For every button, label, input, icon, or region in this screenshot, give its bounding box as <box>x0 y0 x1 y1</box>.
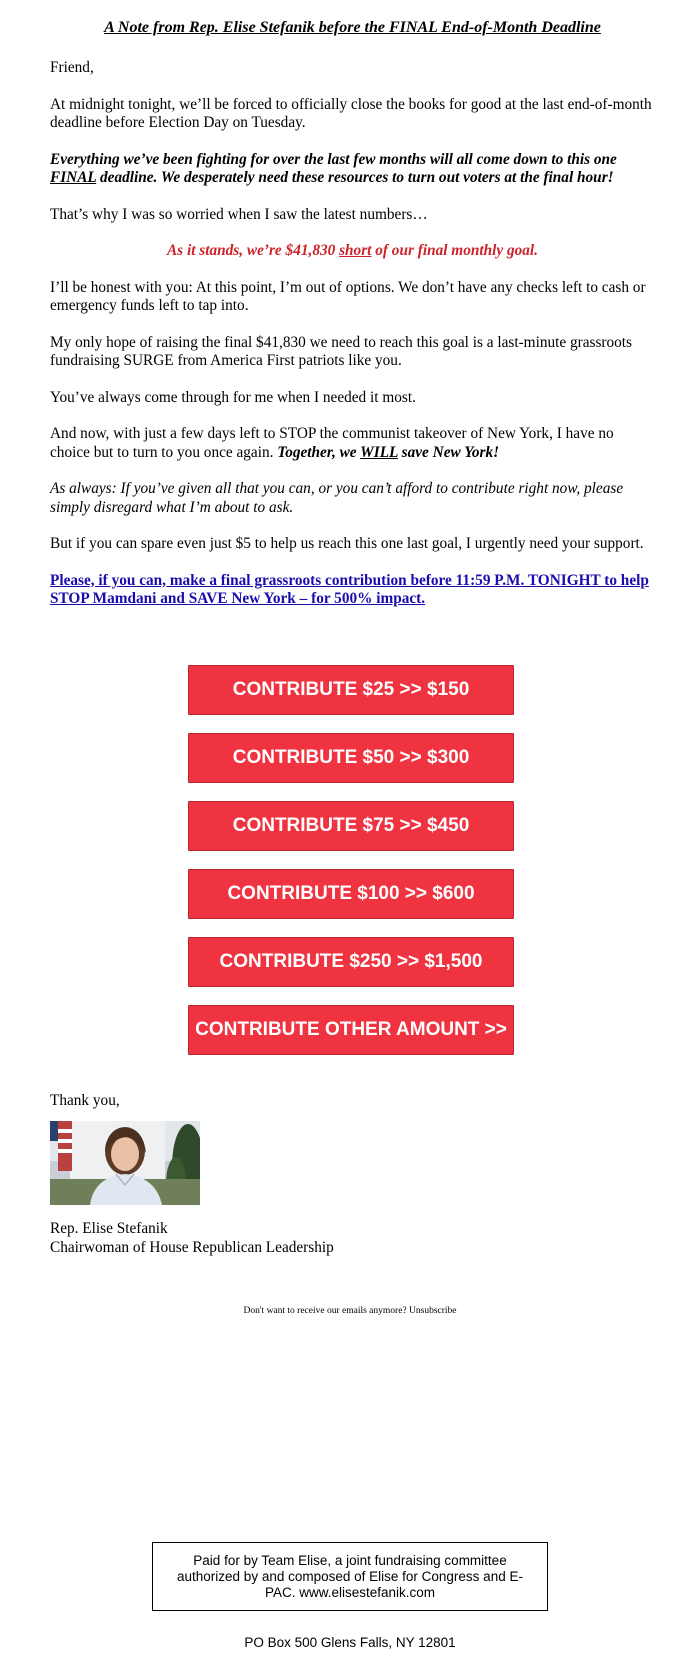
thank-you: Thank you, <box>50 1092 120 1109</box>
email-title: A Note from Rep. Elise Stefanik before the FINAL End-of-Month Deadline <box>104 19 601 36</box>
paragraph-takeover: And now, with just a few days left to STOP the communist takeover of New York, I have no choice but to turn to you once again. Together, we WILL save New York! <box>50 425 614 461</box>
unsubscribe-link[interactable]: Unsubscribe <box>409 1306 457 1316</box>
signer-name: Rep. Elise Stefanik <box>50 1220 168 1237</box>
contribute-250-button[interactable]: CONTRIBUTE $250 >> $1,500 <box>188 937 514 987</box>
email-body <box>50 0 655 627</box>
paragraph-spare: But if you can spare even just $5 to help us reach this one last goal, I urgently need your support. <box>50 535 644 552</box>
contribute-other-button[interactable]: CONTRIBUTE OTHER AMOUNT >> <box>188 1005 514 1055</box>
paragraph-hope: My only hope of raising the final $41,830 we need to reach this goal is a last-minute grassroots fundraising SURGE from America First patriots like you. <box>50 333 633 369</box>
unsubscribe-line: Don't want to receive our emails anymore? Unsubscribe <box>243 1306 457 1316</box>
paid-for-disclaimer: Paid for by Team Elise, a joint fundraising committee authorized by and composed of Elise for Congress and E-PAC. www.elisestefanik.com <box>152 1542 548 1611</box>
contribute-25-button[interactable]: CONTRIBUTE $25 >> $150 <box>188 665 514 715</box>
mailing-address: PO Box 500 Glens Falls, NY 12801 <box>244 1635 456 1650</box>
paragraph-disregard: As always: If you’ve given all that you can, or you can’t afford to contribute right now, please simply disregard what I’m about to ask. <box>50 480 624 516</box>
paragraph-worried: That’s why I was so worried when I saw the latest numbers… <box>50 205 428 223</box>
signer-role: Chairwoman of House Republican Leadership <box>50 1238 334 1256</box>
goal-alert: As it stands, we’re $41,830 short of our final monthly goal. <box>166 242 538 259</box>
greeting: Friend, <box>50 59 94 76</box>
paragraph-come-through: You’ve always come through for me when I needed it most. <box>50 388 416 406</box>
signature-block <box>50 1220 334 1257</box>
paragraph-options: I’ll be honest with you: At this point, I’m out of options. We don’t have any checks left to cash or emergency funds left to tap into. <box>50 278 646 314</box>
short-emphasis: short <box>339 242 372 259</box>
paragraph-deadline: At midnight tonight, we’ll be forced to officially close the books for good at the last end-of-month deadline before Election Day on Tuesday. <box>50 95 652 131</box>
will-emphasis: WILL <box>360 443 398 461</box>
signature-photo <box>50 1121 200 1205</box>
contribute-100-button[interactable]: CONTRIBUTE $100 >> $600 <box>188 869 514 919</box>
contribute-50-button[interactable]: CONTRIBUTE $50 >> $300 <box>188 733 514 783</box>
contribution-buttons <box>188 665 514 1073</box>
paragraph-fighting: Everything we’ve been fighting for over the last few months will all come down to this one FINAL deadline. We desperately need these resources to turn out voters at the final hour! <box>50 150 617 186</box>
contribute-75-button[interactable]: CONTRIBUTE $75 >> $450 <box>188 801 514 851</box>
contribution-link[interactable]: Please, if you can, make a final grassroots contribution before 11:59 P.M. TONIGHT to help STOP Mamdani and SAVE New York – for 500% impact. <box>50 571 649 607</box>
final-emphasis: FINAL <box>50 169 97 186</box>
